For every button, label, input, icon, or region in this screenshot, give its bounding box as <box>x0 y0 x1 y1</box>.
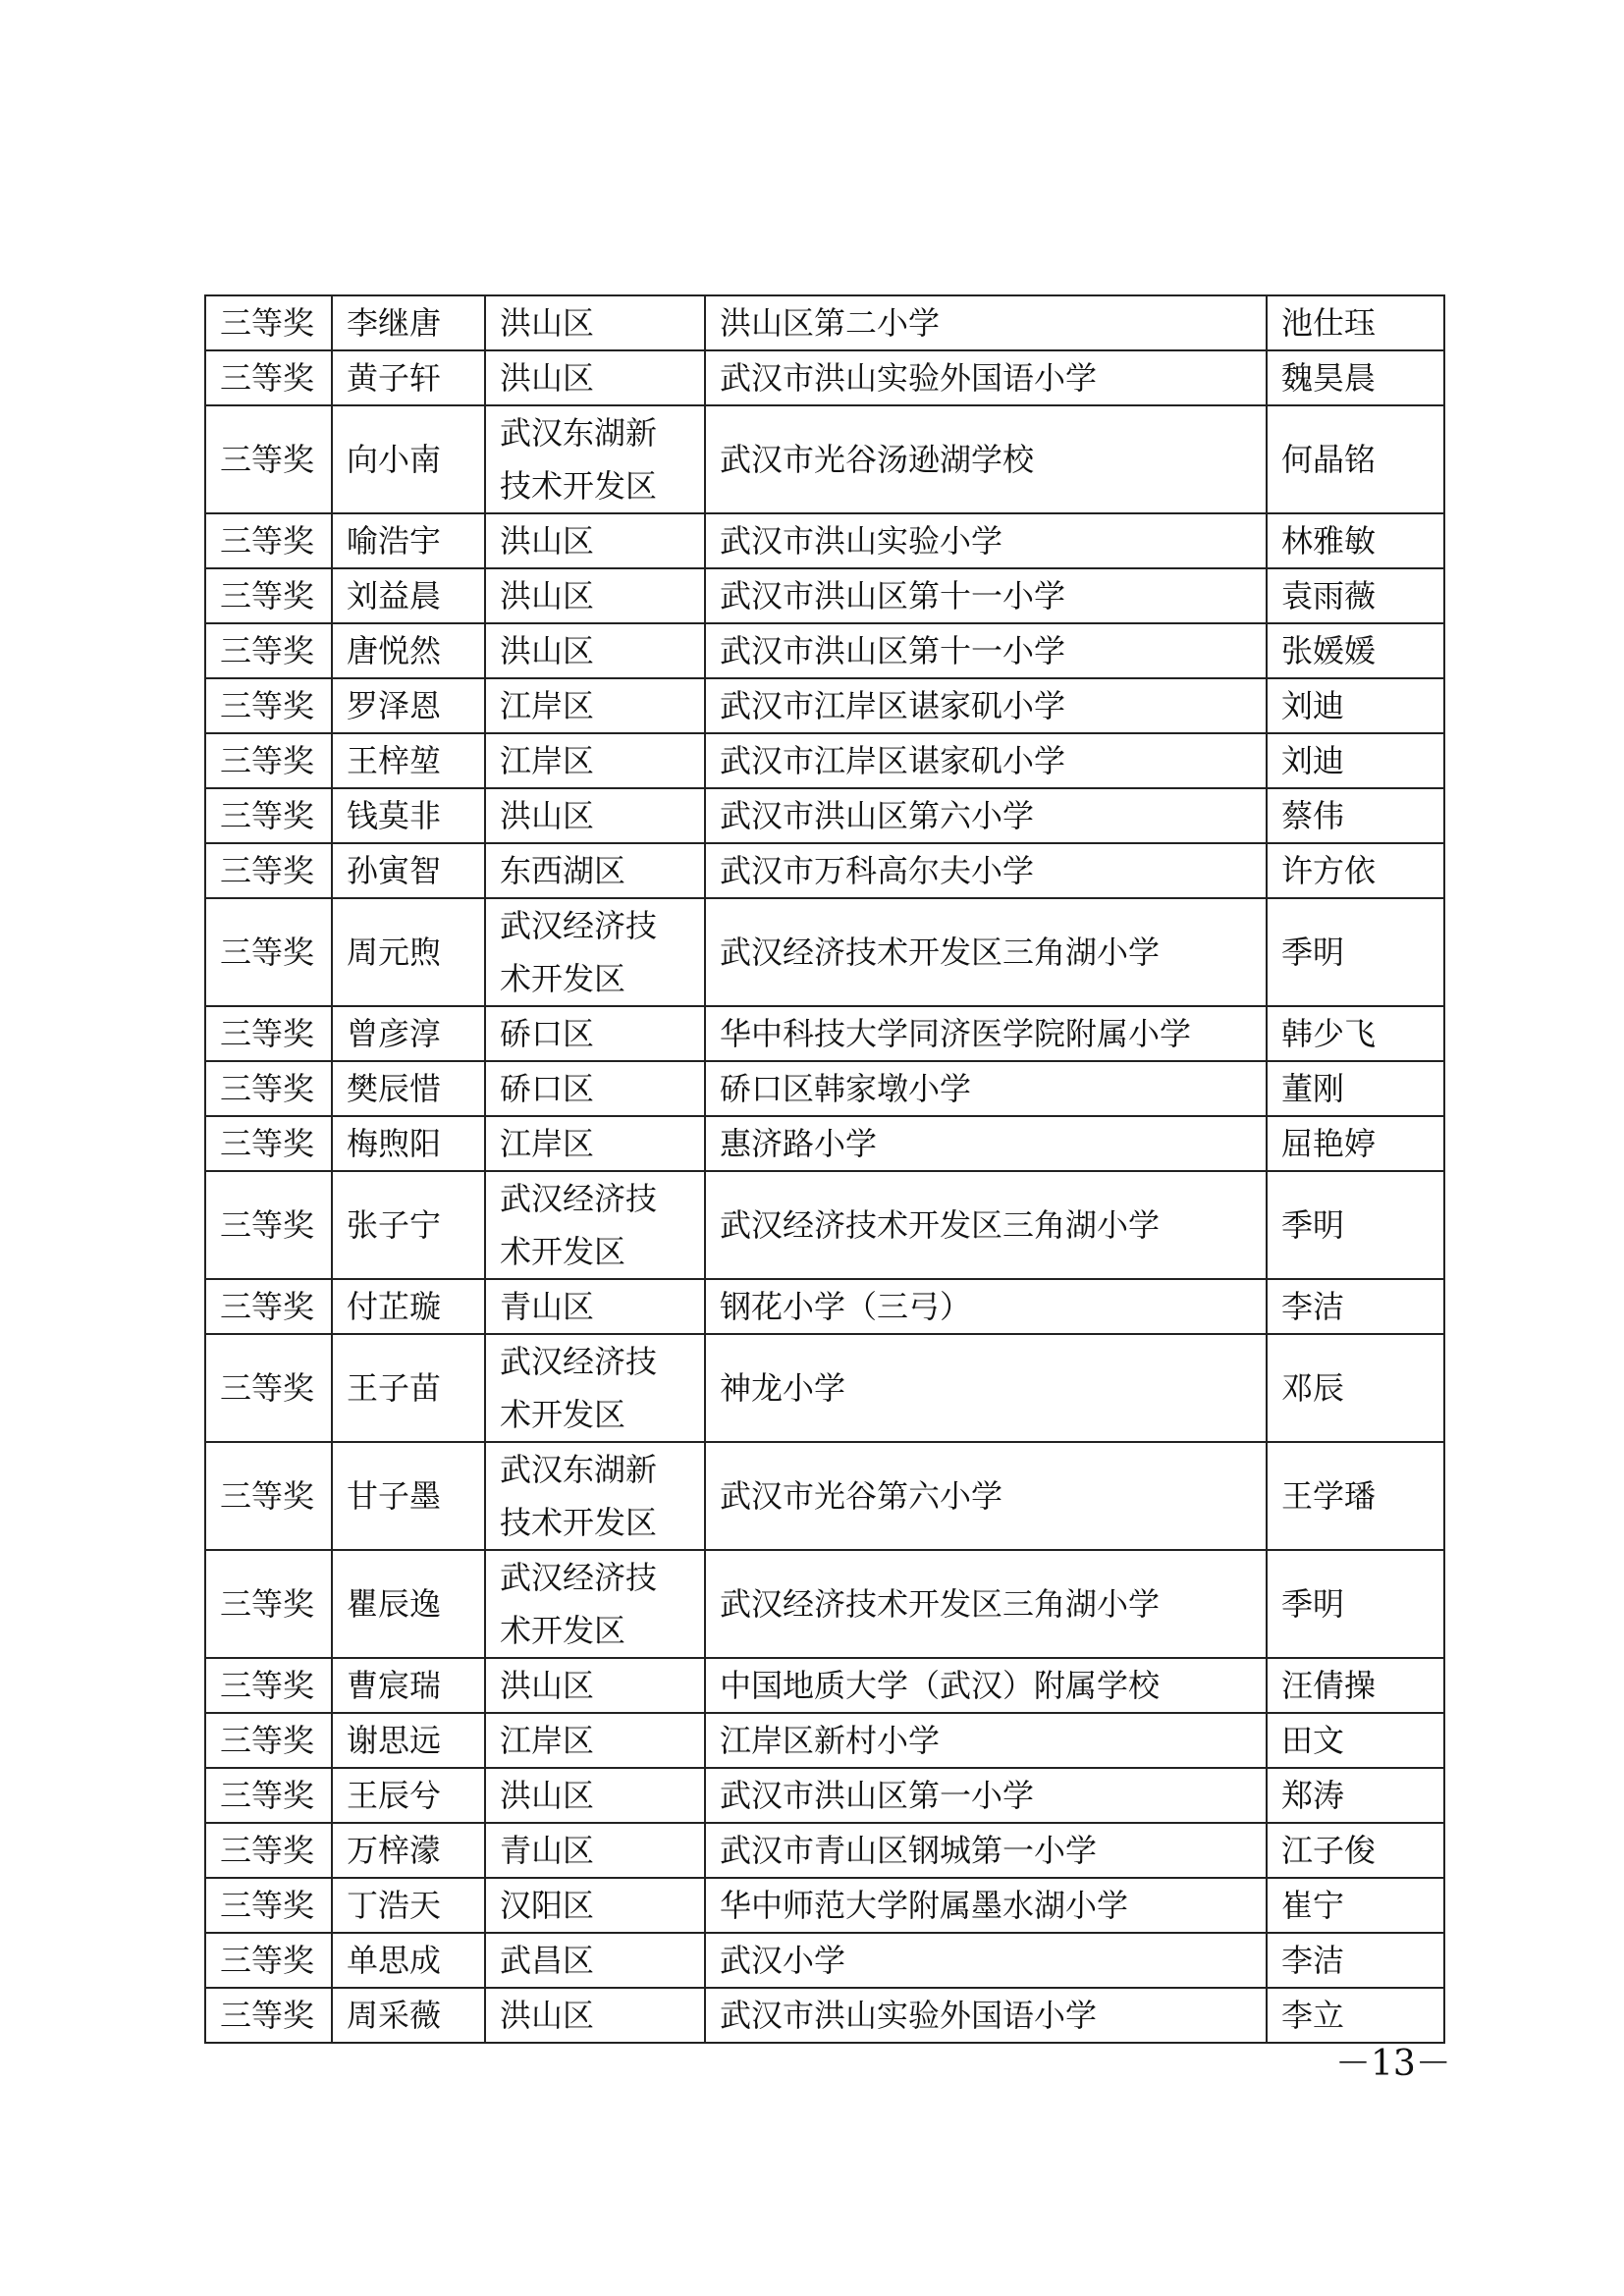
award-level-cell: 三等奖 <box>205 898 332 1006</box>
student-name-cell: 周采薇 <box>332 1988 485 2043</box>
table-row <box>205 1171 1444 1279</box>
table-row <box>205 1061 1444 1116</box>
award-level-cell: 三等奖 <box>205 1334 332 1442</box>
award-level-cell: 三等奖 <box>205 843 332 898</box>
table-row <box>205 1988 1444 2043</box>
school-cell: 华中师范大学附属墨水湖小学 <box>705 1878 1267 1933</box>
award-level-cell: 三等奖 <box>205 1279 332 1334</box>
student-name-cell: 王辰兮 <box>332 1768 485 1823</box>
table-row <box>205 1823 1444 1878</box>
table-row <box>205 788 1444 843</box>
district-cell <box>485 568 705 623</box>
district-line: 洪山区 <box>500 577 595 614</box>
district-cell <box>485 1658 705 1713</box>
teacher-cell: 季明 <box>1267 1550 1444 1658</box>
district-line: 江岸区 <box>500 742 595 779</box>
district-line: 硚口区 <box>500 1015 595 1052</box>
district-line: 武汉经济技 <box>500 1180 658 1217</box>
award-list-sheet <box>204 294 1443 2044</box>
school-cell: 华中科技大学同济医学院附属小学 <box>705 1006 1267 1061</box>
school-cell: 武汉市洪山区第十一小学 <box>705 568 1267 623</box>
table-row <box>205 1713 1444 1768</box>
student-name-cell: 黄子轩 <box>332 350 485 405</box>
district-line: 技术开发区 <box>500 467 658 505</box>
student-name-cell: 周元煦 <box>332 898 485 1006</box>
district-cell <box>485 513 705 568</box>
teacher-cell: 韩少飞 <box>1267 1006 1444 1061</box>
page-number: －13－ <box>1335 2044 1451 2084</box>
table-row <box>205 1768 1444 1823</box>
award-level-cell: 三等奖 <box>205 1768 332 1823</box>
district-line: 江岸区 <box>500 1125 595 1162</box>
award-level-cell: 三等奖 <box>205 1550 332 1658</box>
award-level-cell: 三等奖 <box>205 1713 332 1768</box>
district-cell <box>485 678 705 733</box>
student-name-cell: 丁浩天 <box>332 1878 485 1933</box>
district-cell <box>485 1713 705 1768</box>
student-name-cell: 单思成 <box>332 1933 485 1988</box>
district-line: 汉阳区 <box>500 1887 595 1924</box>
school-cell: 武汉市光谷第六小学 <box>705 1442 1267 1550</box>
student-name-cell: 孙寅智 <box>332 843 485 898</box>
award-level-cell: 三等奖 <box>205 678 332 733</box>
district-cell <box>485 1933 705 1988</box>
award-level-cell: 三等奖 <box>205 350 332 405</box>
district-line: 武汉经济技 <box>500 1343 658 1380</box>
district-line: 术开发区 <box>500 1396 626 1433</box>
district-line: 洪山区 <box>500 304 595 342</box>
table-row <box>205 568 1444 623</box>
student-name-cell: 曾彦淳 <box>332 1006 485 1061</box>
school-cell: 武汉市洪山实验小学 <box>705 513 1267 568</box>
table-row <box>205 843 1444 898</box>
teacher-cell: 林雅敏 <box>1267 513 1444 568</box>
teacher-cell: 邓辰 <box>1267 1334 1444 1442</box>
district-cell <box>485 1116 705 1171</box>
district-line: 硚口区 <box>500 1070 595 1107</box>
district-line: 洪山区 <box>500 1997 595 2034</box>
district-cell <box>485 1442 705 1550</box>
district-line: 武汉东湖新 <box>500 414 658 452</box>
award-level-cell: 三等奖 <box>205 568 332 623</box>
student-name-cell: 甘子墨 <box>332 1442 485 1550</box>
district-cell <box>485 788 705 843</box>
teacher-cell: 刘迪 <box>1267 733 1444 788</box>
award-level-cell: 三等奖 <box>205 1878 332 1933</box>
table-row <box>205 1550 1444 1658</box>
teacher-cell: 蔡伟 <box>1267 788 1444 843</box>
school-cell: 武汉经济技术开发区三角湖小学 <box>705 1171 1267 1279</box>
teacher-cell: 魏昊晨 <box>1267 350 1444 405</box>
district-line: 技术开发区 <box>500 1504 658 1541</box>
district-line: 洪山区 <box>500 632 595 669</box>
district-cell <box>485 1171 705 1279</box>
district-line: 洪山区 <box>500 359 595 397</box>
school-cell: 武汉经济技术开发区三角湖小学 <box>705 1550 1267 1658</box>
school-cell: 武汉市江岸区谌家矶小学 <box>705 733 1267 788</box>
award-level-cell: 三等奖 <box>205 1933 332 1988</box>
district-cell <box>485 1768 705 1823</box>
school-cell: 武汉市洪山区第六小学 <box>705 788 1267 843</box>
teacher-cell: 刘迪 <box>1267 678 1444 733</box>
district-cell <box>485 898 705 1006</box>
teacher-cell: 郑涛 <box>1267 1768 1444 1823</box>
award-level-cell: 三等奖 <box>205 1116 332 1171</box>
table-row <box>205 623 1444 678</box>
district-cell <box>485 295 705 350</box>
teacher-cell: 季明 <box>1267 1171 1444 1279</box>
school-cell: 武汉市洪山区第一小学 <box>705 1768 1267 1823</box>
district-line: 洪山区 <box>500 522 595 560</box>
district-cell <box>485 733 705 788</box>
school-cell: 中国地质大学（武汉）附属学校 <box>705 1658 1267 1713</box>
district-cell <box>485 1988 705 2043</box>
teacher-cell: 许方依 <box>1267 843 1444 898</box>
student-name-cell: 梅煦阳 <box>332 1116 485 1171</box>
teacher-cell: 李立 <box>1267 1988 1444 2043</box>
award-level-cell: 三等奖 <box>205 1988 332 2043</box>
award-level-cell: 三等奖 <box>205 1823 332 1878</box>
student-name-cell: 曹宸瑞 <box>332 1658 485 1713</box>
teacher-cell: 何晶铭 <box>1267 405 1444 513</box>
teacher-cell: 田文 <box>1267 1713 1444 1768</box>
district-line: 武昌区 <box>500 1942 595 1979</box>
award-table <box>204 294 1445 2044</box>
school-cell: 武汉市洪山区第十一小学 <box>705 623 1267 678</box>
school-cell: 武汉小学 <box>705 1933 1267 1988</box>
district-line: 青山区 <box>500 1832 595 1869</box>
district-line: 洪山区 <box>500 797 595 834</box>
table-row <box>205 1933 1444 1988</box>
award-level-cell: 三等奖 <box>205 1442 332 1550</box>
district-line: 洪山区 <box>500 1777 595 1814</box>
table-row <box>205 1334 1444 1442</box>
table-row <box>205 513 1444 568</box>
district-line: 术开发区 <box>500 1233 626 1270</box>
district-line: 青山区 <box>500 1288 595 1325</box>
student-name-cell: 罗泽恩 <box>332 678 485 733</box>
award-level-cell: 三等奖 <box>205 405 332 513</box>
school-cell: 武汉市万科高尔夫小学 <box>705 843 1267 898</box>
district-cell <box>485 1061 705 1116</box>
table-row <box>205 295 1444 350</box>
district-line: 武汉经济技 <box>500 907 658 944</box>
student-name-cell: 刘益晨 <box>332 568 485 623</box>
student-name-cell: 喻浩宇 <box>332 513 485 568</box>
district-cell <box>485 843 705 898</box>
table-row <box>205 678 1444 733</box>
school-cell: 武汉市洪山实验外国语小学 <box>705 1988 1267 2043</box>
district-cell <box>485 1279 705 1334</box>
district-line: 江岸区 <box>500 687 595 724</box>
student-name-cell: 向小南 <box>332 405 485 513</box>
award-level-cell: 三等奖 <box>205 623 332 678</box>
school-cell: 神龙小学 <box>705 1334 1267 1442</box>
district-cell <box>485 405 705 513</box>
school-cell: 惠济路小学 <box>705 1116 1267 1171</box>
district-line: 武汉东湖新 <box>500 1451 658 1488</box>
table-row <box>205 405 1444 513</box>
teacher-cell: 袁雨薇 <box>1267 568 1444 623</box>
school-cell: 武汉经济技术开发区三角湖小学 <box>705 898 1267 1006</box>
district-line: 江岸区 <box>500 1722 595 1759</box>
award-table-body <box>205 295 1444 2043</box>
award-level-cell: 三等奖 <box>205 513 332 568</box>
district-cell <box>485 350 705 405</box>
student-name-cell: 万梓濛 <box>332 1823 485 1878</box>
student-name-cell: 王子苗 <box>332 1334 485 1442</box>
award-level-cell: 三等奖 <box>205 1006 332 1061</box>
teacher-cell: 池仕珏 <box>1267 295 1444 350</box>
student-name-cell: 钱莫非 <box>332 788 485 843</box>
table-row <box>205 1279 1444 1334</box>
student-name-cell: 谢思远 <box>332 1713 485 1768</box>
table-row <box>205 1878 1444 1933</box>
student-name-cell: 王梓堃 <box>332 733 485 788</box>
district-line: 洪山区 <box>500 1667 595 1704</box>
student-name-cell: 李继唐 <box>332 295 485 350</box>
student-name-cell: 唐悦然 <box>332 623 485 678</box>
district-cell <box>485 1878 705 1933</box>
teacher-cell: 董刚 <box>1267 1061 1444 1116</box>
school-cell: 武汉市光谷汤逊湖学校 <box>705 405 1267 513</box>
table-row <box>205 733 1444 788</box>
district-cell <box>485 1334 705 1442</box>
teacher-cell: 汪倩操 <box>1267 1658 1444 1713</box>
district-cell <box>485 1823 705 1878</box>
district-cell <box>485 623 705 678</box>
district-line: 武汉经济技 <box>500 1559 658 1596</box>
student-name-cell: 樊辰惜 <box>332 1061 485 1116</box>
school-cell: 硚口区韩家墩小学 <box>705 1061 1267 1116</box>
award-level-cell: 三等奖 <box>205 788 332 843</box>
district-line: 术开发区 <box>500 960 626 997</box>
award-level-cell: 三等奖 <box>205 733 332 788</box>
district-line: 东西湖区 <box>500 852 626 889</box>
award-level-cell: 三等奖 <box>205 1171 332 1279</box>
table-row <box>205 1006 1444 1061</box>
school-cell: 武汉市江岸区谌家矶小学 <box>705 678 1267 733</box>
teacher-cell: 季明 <box>1267 898 1444 1006</box>
table-row <box>205 1116 1444 1171</box>
award-level-cell: 三等奖 <box>205 1658 332 1713</box>
teacher-cell: 王学璠 <box>1267 1442 1444 1550</box>
teacher-cell: 崔宁 <box>1267 1878 1444 1933</box>
teacher-cell: 张媛媛 <box>1267 623 1444 678</box>
award-level-cell: 三等奖 <box>205 295 332 350</box>
district-line: 术开发区 <box>500 1612 626 1649</box>
school-cell: 江岸区新村小学 <box>705 1713 1267 1768</box>
school-cell: 武汉市青山区钢城第一小学 <box>705 1823 1267 1878</box>
student-name-cell: 付芷璇 <box>332 1279 485 1334</box>
table-row <box>205 1658 1444 1713</box>
school-cell: 钢花小学（三弓） <box>705 1279 1267 1334</box>
student-name-cell: 瞿辰逸 <box>332 1550 485 1658</box>
table-row <box>205 350 1444 405</box>
teacher-cell: 李洁 <box>1267 1933 1444 1988</box>
school-cell: 洪山区第二小学 <box>705 295 1267 350</box>
table-row <box>205 898 1444 1006</box>
teacher-cell: 屈艳婷 <box>1267 1116 1444 1171</box>
table-row <box>205 1442 1444 1550</box>
teacher-cell: 李洁 <box>1267 1279 1444 1334</box>
award-level-cell: 三等奖 <box>205 1061 332 1116</box>
student-name-cell: 张子宁 <box>332 1171 485 1279</box>
district-cell <box>485 1006 705 1061</box>
district-cell <box>485 1550 705 1658</box>
teacher-cell: 江子俊 <box>1267 1823 1444 1878</box>
school-cell: 武汉市洪山实验外国语小学 <box>705 350 1267 405</box>
